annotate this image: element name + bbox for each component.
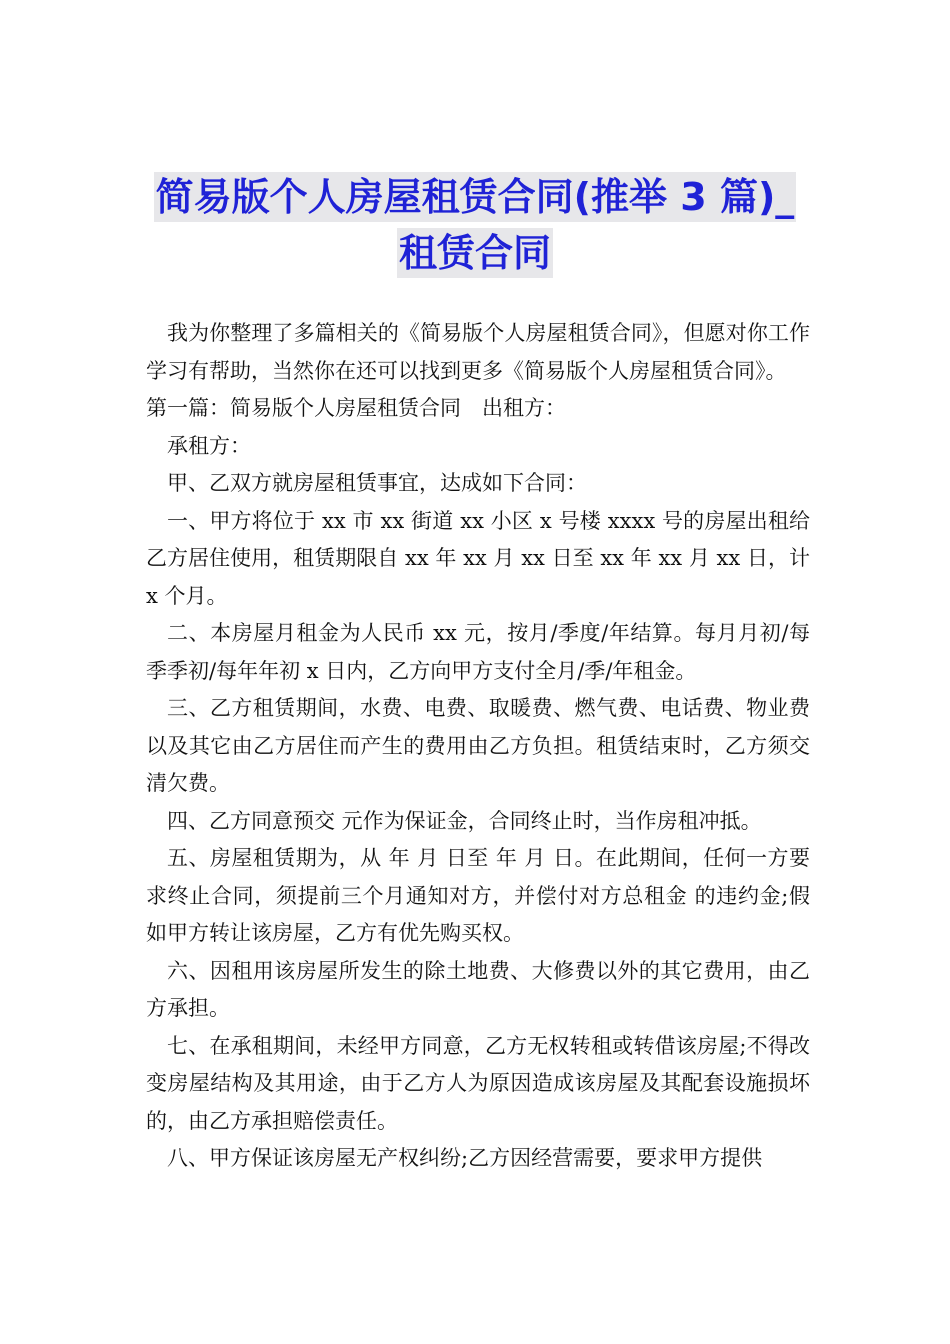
clause-6: 六、因租用该房屋所发生的除土地费、大修费以外的其它费用，由乙方承担。 xyxy=(146,958,810,1020)
document-body xyxy=(146,315,810,1178)
clause-3: 三、乙方租赁期间，水费、电费、取暖费、燃气费、电话费、物业费以及其它由乙方居住而产生的费用由乙方负担。租赁结束时，乙方须交清欠费。 xyxy=(146,696,810,795)
clause-7: 七、在承租期间，未经甲方同意，乙方无权转租或转借该房屋;不得改变房屋结构及其用途，由于乙方人为原因造成该房屋及其配套设施损坏的，由乙方承担赔偿责任。 xyxy=(146,1033,810,1133)
document-title xyxy=(0,172,950,284)
agreement-line: 甲、乙双方就房屋租赁事宜，达成如下合同： xyxy=(167,471,587,495)
intro-paragraph: 我为你整理了多篇相关的《简易版个人房屋租赁合同》，但愿对你工作学习有帮助，当然你在还可以找到更多《简易版个人房屋租赁合同》。 xyxy=(146,321,810,383)
tenant-line: 承租方： xyxy=(167,433,251,458)
title-line-1: 简易版个人房屋租赁合同(推举 3 篇)_ xyxy=(154,172,797,222)
section-heading-1: 第一篇：简易版个人房屋租赁合同 出租方： xyxy=(146,396,566,420)
clause-4: 四、乙方同意预交 元作为保证金，合同终止时，当作房租冲抵。 xyxy=(167,808,762,833)
clause-8: 八、甲方保证该房屋无产权纠纷;乙方因经营需要，要求甲方提供 xyxy=(167,1146,763,1170)
clause-1: 一、甲方将位于 xx 市 xx 街道 xx 小区 x 号楼 xxxx 号的房屋出租给乙方居住使用，租赁期限自 xx 年 xx 月 xx 日至 xx 年 xx 月 xx 日，计 x 个月。 xyxy=(146,508,810,608)
clause-2: 二、本房屋月租金为人民币 xx 元，按月/季度/年结算。每月月初/每季季初/每年年初 x 日内，乙方向甲方支付全月/季/年租金。 xyxy=(146,621,810,683)
title-line-2: 租赁合同 xyxy=(397,228,553,278)
clause-5: 五、房屋租赁期为，从 年 月 日至 年 月 日。在此期间，任何一方要求终止合同，须提前三个月通知对方，并偿付对方总租金 的违约金;假如甲方转让该房屋，乙方有优先购买权。 xyxy=(146,846,810,945)
